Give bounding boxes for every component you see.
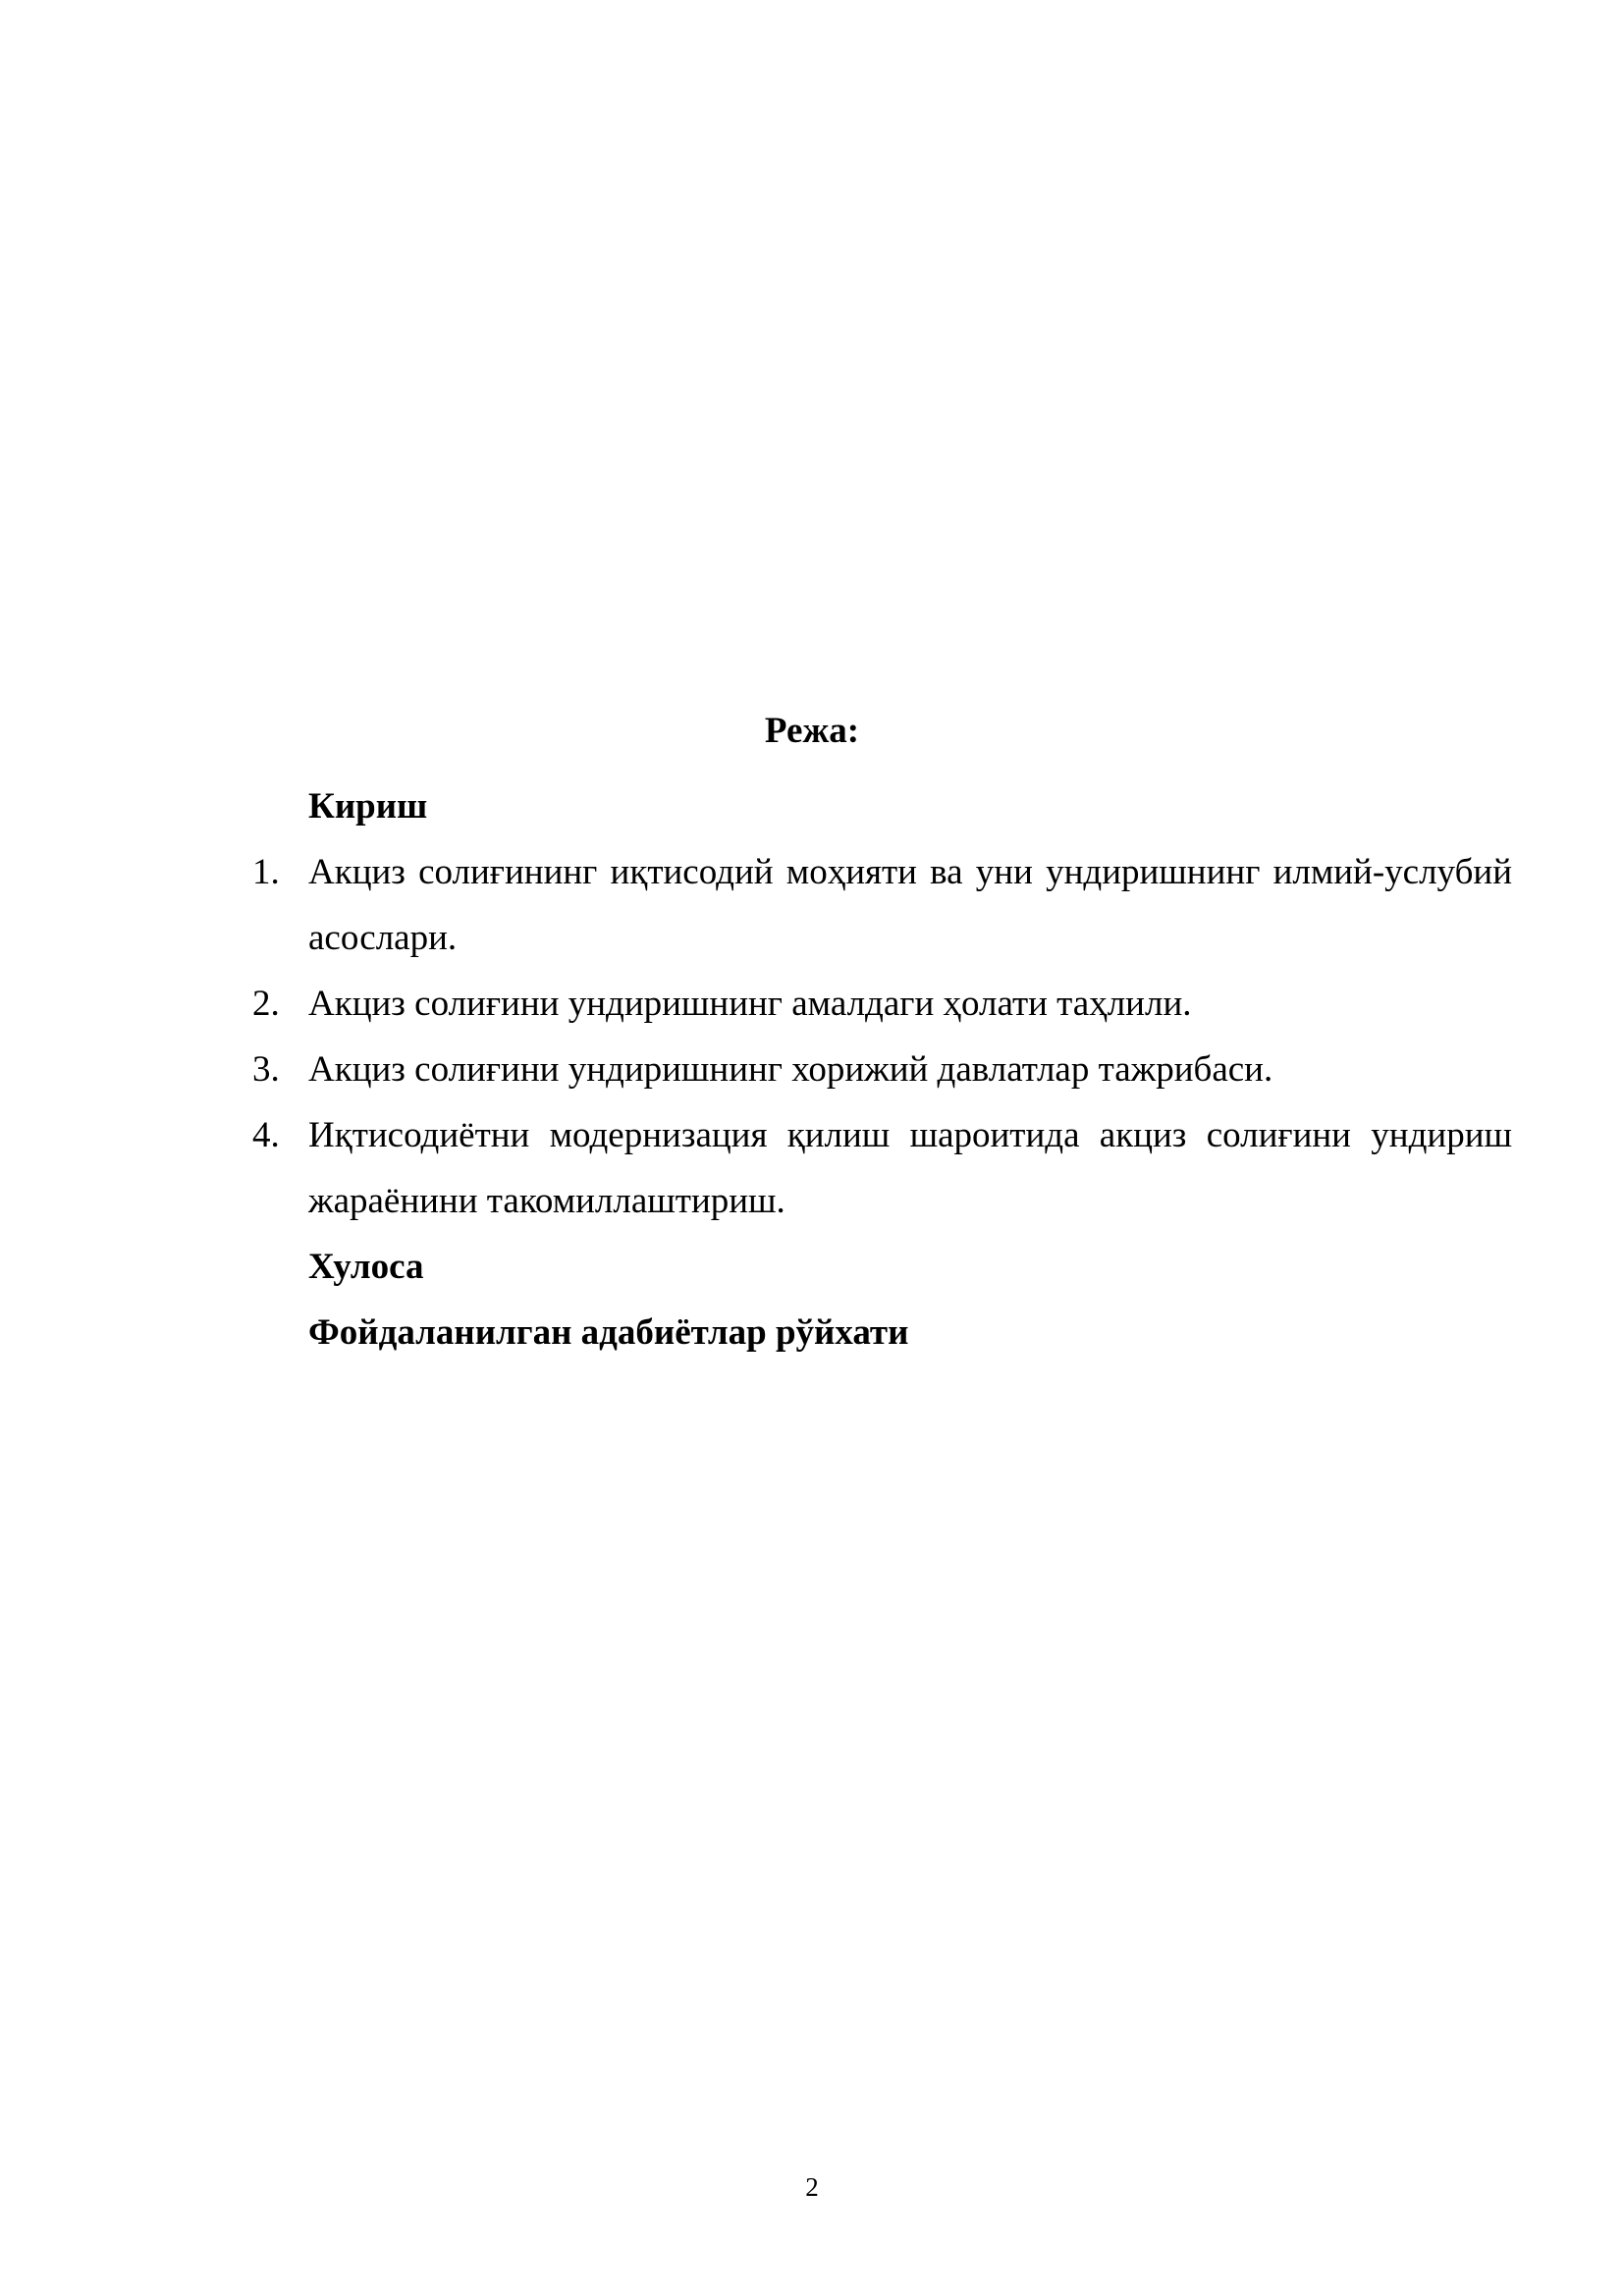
plan-item-number: 4. [252,1115,280,1155]
references-heading: Фойдаланилган адабиётлар рўйхати [308,1312,909,1353]
plan-chapter-list [245,839,1512,1234]
plan-item-number: 3. [252,1049,280,1090]
plan-item-1 [245,839,1512,971]
introduction-heading: Кириш [308,786,428,827]
plan-item-text: Акциз солиғини ундиришнинг хорижий давлатлар тажрибаси. [308,1049,1273,1090]
conclusion-heading: Хулоса [308,1247,424,1287]
page-number: 2 [805,2172,819,2202]
plan-item-text: Иқтисодиётни модернизация қилиш шароитида акциз солиғини ундириш жараёнини такомиллаштириш. [308,1115,1512,1221]
plan-item-number: 1. [252,852,280,892]
plan-title: Режа: [764,711,860,751]
plan-item-text: Акциз солиғининг иқтисодий моҳияти ва уни ундиришнинг илмий-услубий асослари. [308,852,1512,958]
plan-item-number: 2. [252,984,280,1024]
plan-contents [245,774,1512,1365]
plan-item-4 [245,1102,1512,1234]
plan-item-2 [245,971,1512,1037]
plan-item-3 [245,1037,1512,1102]
plan-item-text: Акциз солиғини ундиришнинг амалдаги ҳолати таҳлили. [308,984,1192,1024]
